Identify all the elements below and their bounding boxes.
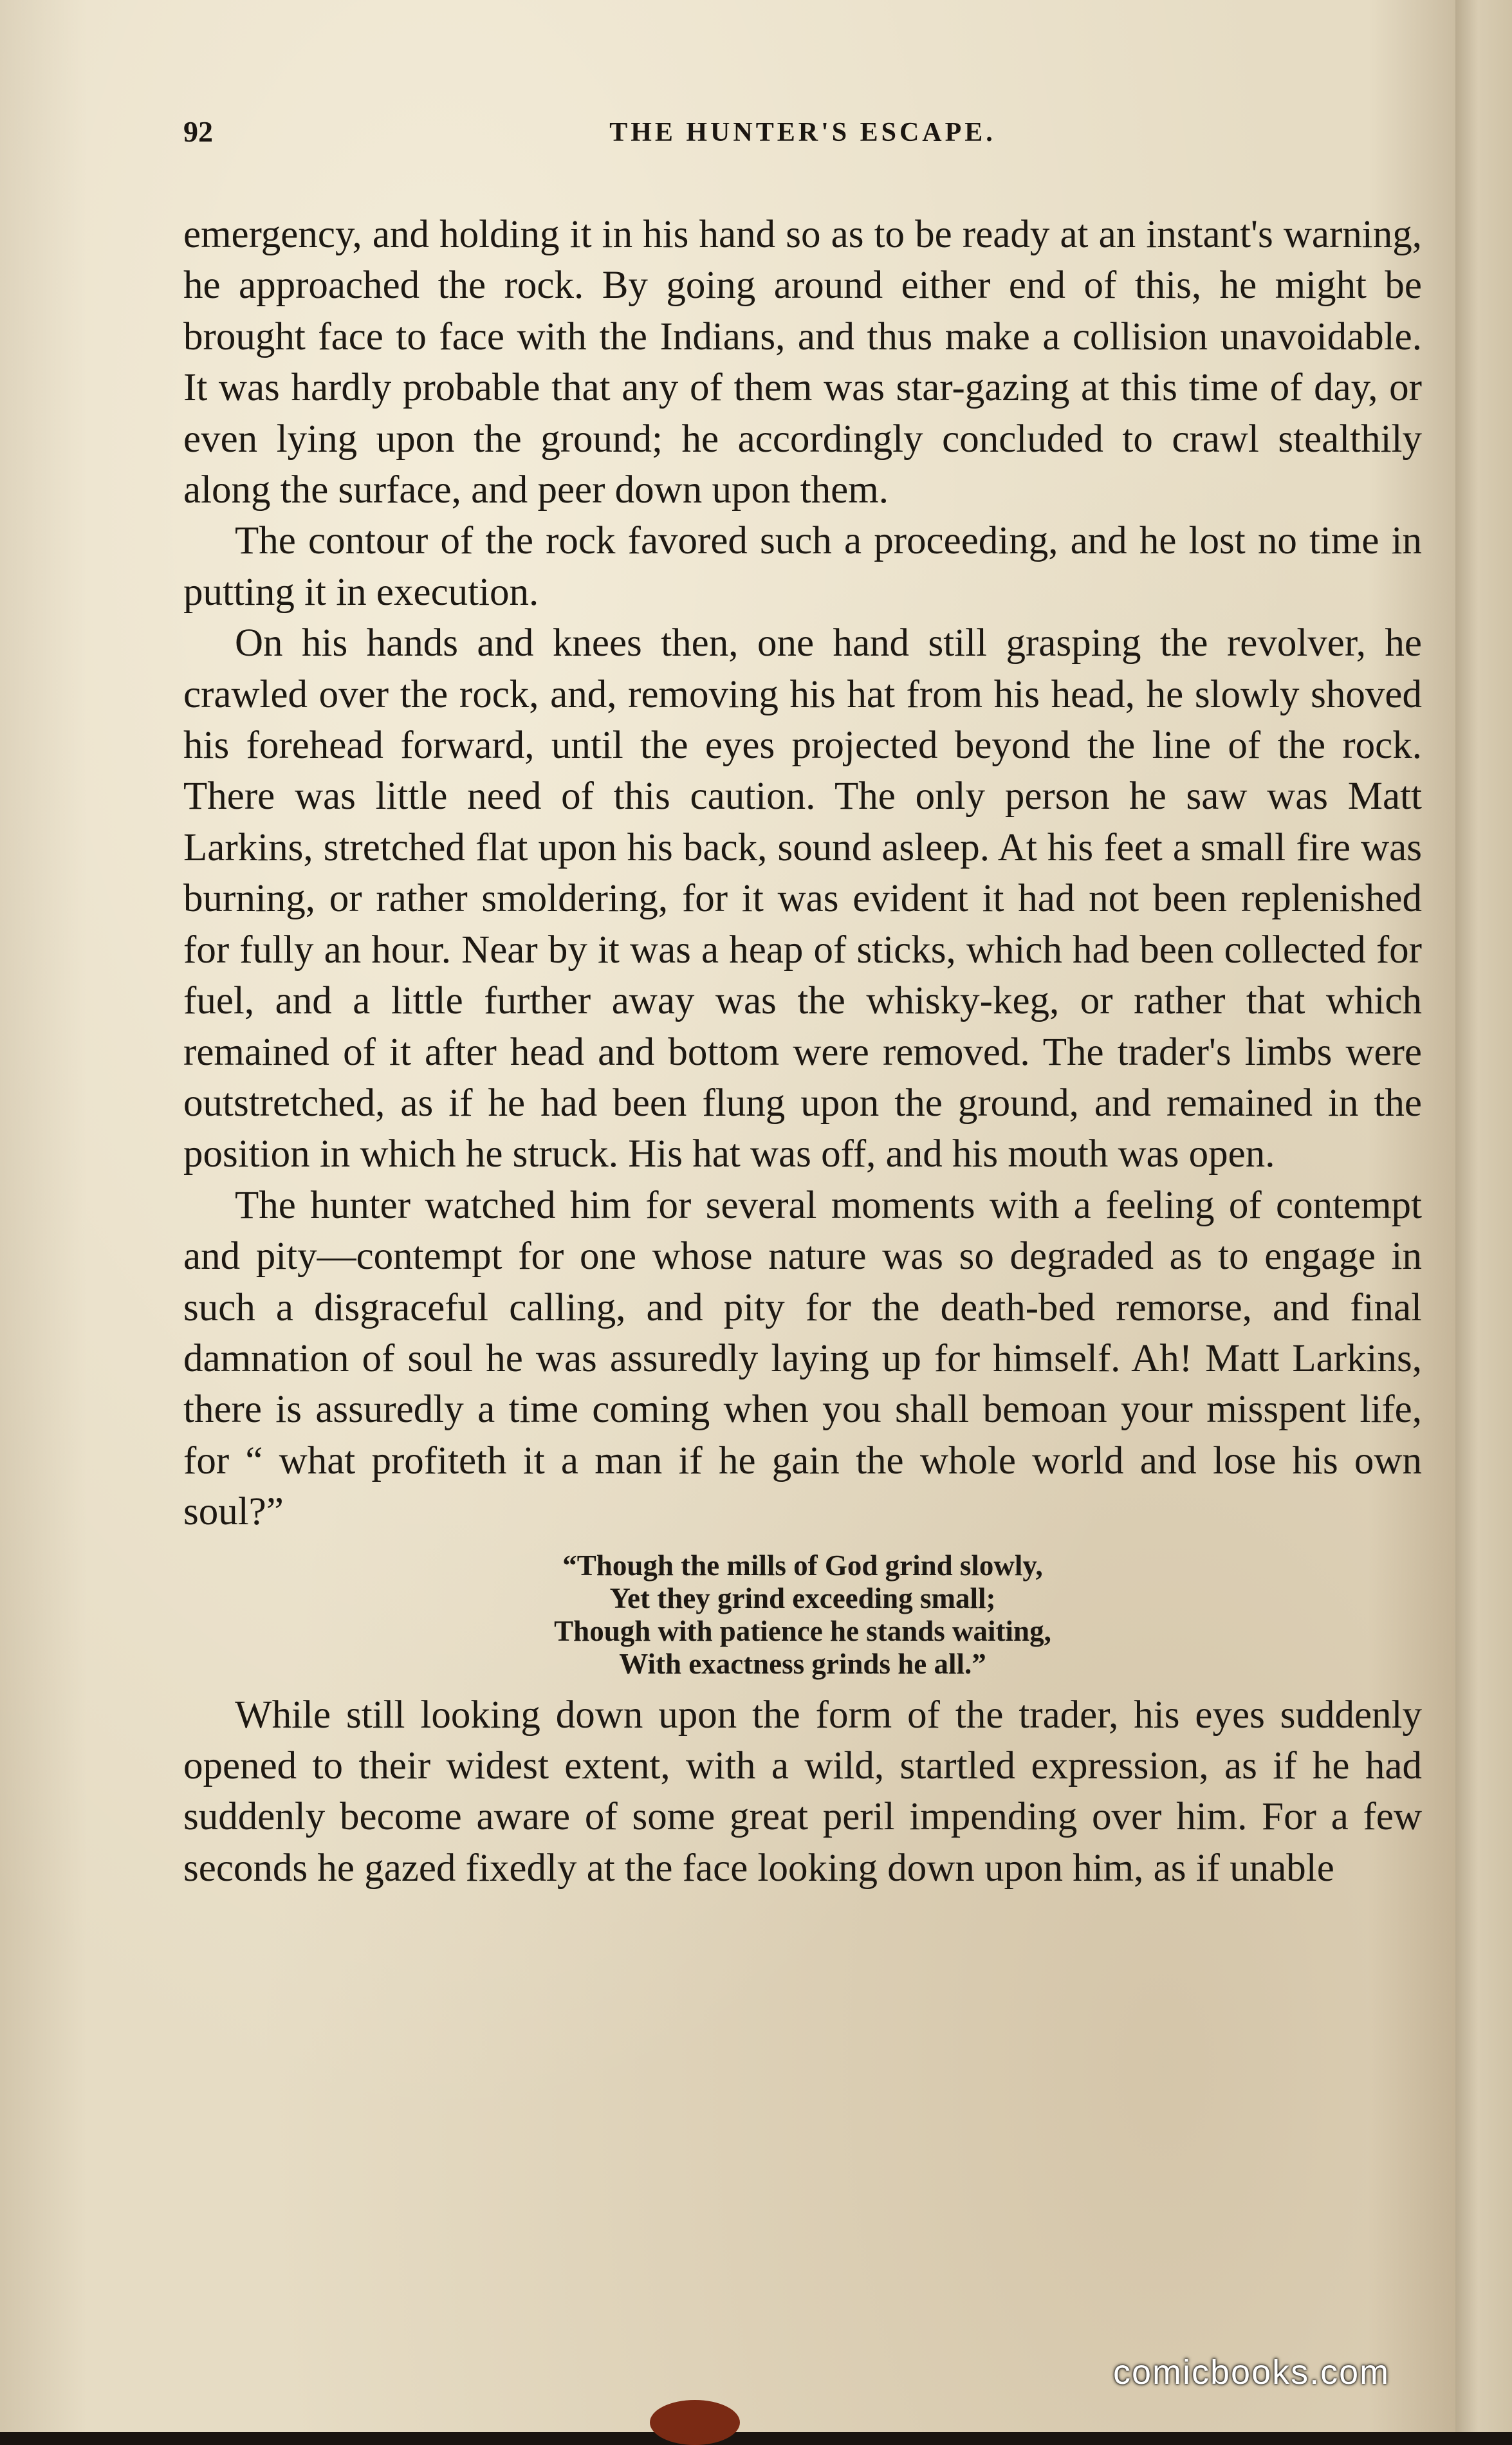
page-edge: [1455, 0, 1512, 2432]
ink-stain: [650, 2400, 740, 2445]
paragraph: On his hands and knees then, one hand still grasping the revolver, he crawled over the rock, and, removing his hat from his head, he slowly shoved his forehead forward, until the eyes projected beyond the line of the rock. There was little need of this caution. The only person he saw was Matt Larkins, stretched flat upon his back, sound asleep. At his feet a small fire was burning, or rather smoldering, for it was evident it had not been replenished for fully an hour. Near by it was a heap of sticks, which had been collected for fuel, and a little further away was the whisky-keg, or rather that which remained of it after head and bottom were removed. The trader's limbs were outstretched, as if he had been flung upon the ground, and remained in the position in which he struck. His hat was off, and his mouth was open.: [183, 622, 1422, 1176]
verse-quote: [183, 1549, 1422, 1681]
page-header: [183, 115, 1422, 160]
page-number: 92: [183, 115, 213, 148]
paragraph: The contour of the rock favored such a proceeding, and he lost no time in putting it in execution.: [183, 519, 1422, 614]
verse-line: With exactness grinds he all.”: [619, 1647, 986, 1680]
closing-paragraph: While still looking down upon the form of the trader, his eyes suddenly opened to their widest extent, with a wild, startled expression, as if he had suddenly become aware of some great peril impending over him. For a few seconds he gazed fixedly at the face looking down upon him, as if unable: [183, 1693, 1422, 1890]
running-title: THE HUNTER'S ESCAPE.: [609, 118, 996, 147]
body-text: [183, 209, 1422, 1894]
paragraph: The hunter watched him for several moments with a feeling of contempt and pity—contempt for one whose nature was so degraded as to engage in such a disgraceful calling, and pity for the death-bed remorse, and final damnation of soul he was assuredly laying up for himself. Ah! Matt Larkins, there is assuredly a time coming when you shall bemoan your misspent life, for “ what profiteth it a man if he gain the whole world and lose his own soul?”: [183, 1183, 1422, 1534]
verse-line: “Though the mills of God grind slowly,: [562, 1549, 1043, 1582]
watermark: comicbooks.com: [1113, 2353, 1390, 2392]
verse-line: Though with patience he stands waiting,: [554, 1614, 1051, 1647]
paragraph: emergency, and holding it in his hand so as to be ready at an instant's warning, he approached the rock. By going around either end of this, he might be brought face to face with the Indians, and thus make a collision unavoidable. It was hardly probable that any of them was star-gazing at this time of day, or even lying upon the ground; he accordingly concluded to crawl stealthily along the surface, and peer down upon them.: [183, 213, 1422, 512]
verse-line: Yet they grind exceeding small;: [609, 1582, 996, 1614]
